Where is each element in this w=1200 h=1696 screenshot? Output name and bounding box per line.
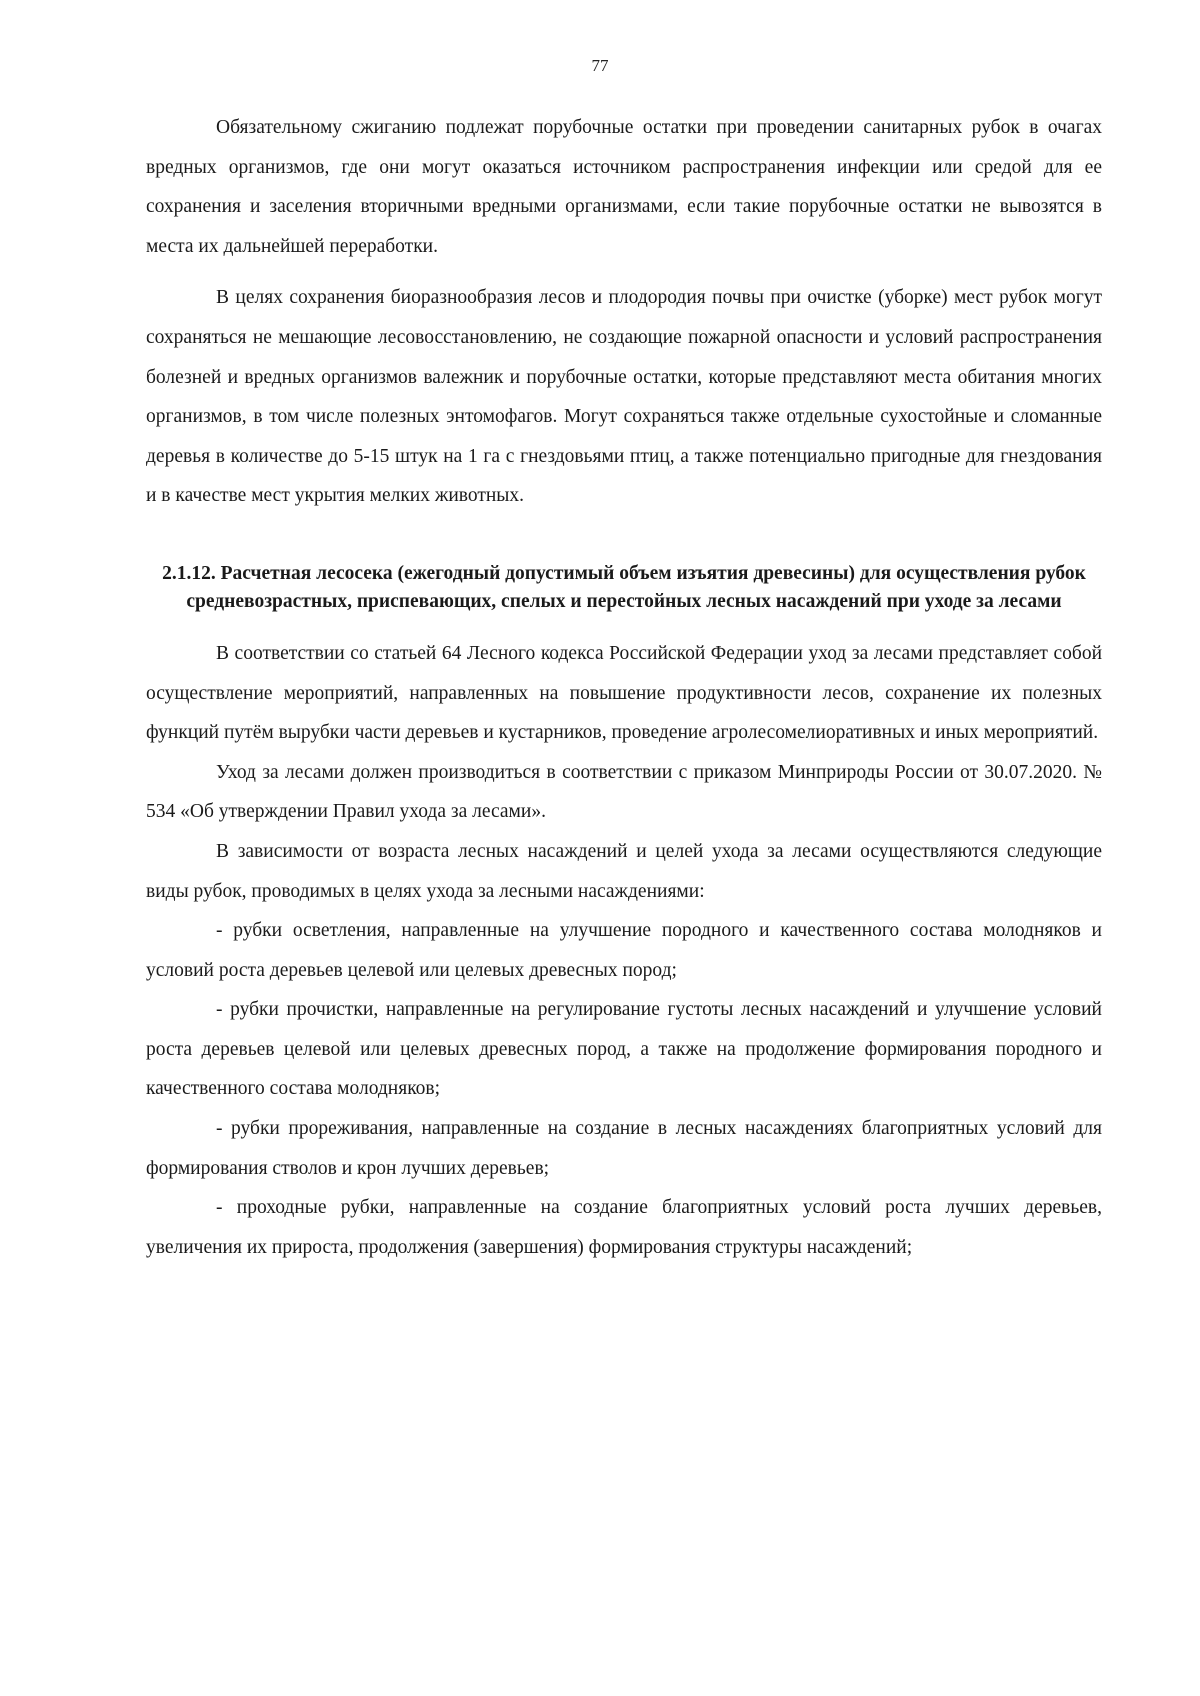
page-content — [146, 108, 1102, 1267]
list-item: - рубки прореживания, направленные на создание в лесных насаждениях благоприятных условий для формирования стволов и крон лучших деревьев; — [146, 1118, 1102, 1179]
page-number: 77 — [591, 56, 609, 75]
paragraph: В зависимости от возраста лесных насаждений и целей ухода за лесами осуществляются следующие виды рубок, проводимых в целях ухода за лесными насаждениями: — [146, 840, 1102, 902]
paragraph: Уход за лесами должен производиться в соответствии с приказом Минприроды России от 30.07.2020. № 534 «Об утверждении Правил ухода за лесами». — [146, 761, 1102, 823]
list-item: - рубки прочистки, направленные на регулирование густоты лесных насаждений и улучшение условий роста деревьев целевой или целевых древесных пород, а также на продолжение формирования породного и качественного состава молодняков; — [146, 999, 1102, 1100]
paragraph: В целях сохранения биоразнообразия лесов и плодородия почвы при очистке (уборке) мест рубок могут сохраняться не мешающие лесовосстановлению, не создающие пожарной опасности и условий распространения болезней и вредных организмов валежник и порубочные остатки, которые представляют места обитания многих организмов, в том числе полезных энтомофагов. Могут сохраняться также отдельные сухостойные и сломанные деревья в количестве до 5-15 штук на 1 га с гнездовьями птиц, а также потенциально пригодные для гнездования и в качестве мест укрытия мелких животных. — [146, 287, 1102, 507]
section-heading: 2.1.12. Расчетная лесосека (ежегодный допустимый объем изъятия древесины) для осуществления рубок средневозрастных, приспевающих, спелых и перестойных лесных насаждений при уходе за лесами — [162, 562, 1086, 612]
paragraph: В соответствии со статьей 64 Лесного кодекса Российской Федерации уход за лесами представляет собой осуществление мероприятий, направленных на повышение продуктивности лесов, сохранение их полезных функций путём вырубки части деревьев и кустарников, проведение агролесомелиоративных и иных мероприятий. — [146, 642, 1102, 744]
list-item: - проходные рубки, направленные на создание благоприятных условий роста лучших деревьев, увеличения их прироста, продолжения (завершения) формирования структуры насаждений; — [146, 1197, 1102, 1258]
list-item: - рубки осветления, направленные на улучшение породного и качественного состава молодняков и условий роста деревьев целевой или целевых древесных пород; — [146, 920, 1102, 981]
paragraph: Обязательному сжиганию подлежат порубочные остатки при проведении санитарных рубок в очагах вредных организмов, где они могут оказаться источником распространения инфекции или средой для ее сохранения и заселения вторичными вредными организмами, если такие порубочные остатки не вывозятся в места их дальнейшей переработки. — [146, 117, 1102, 257]
